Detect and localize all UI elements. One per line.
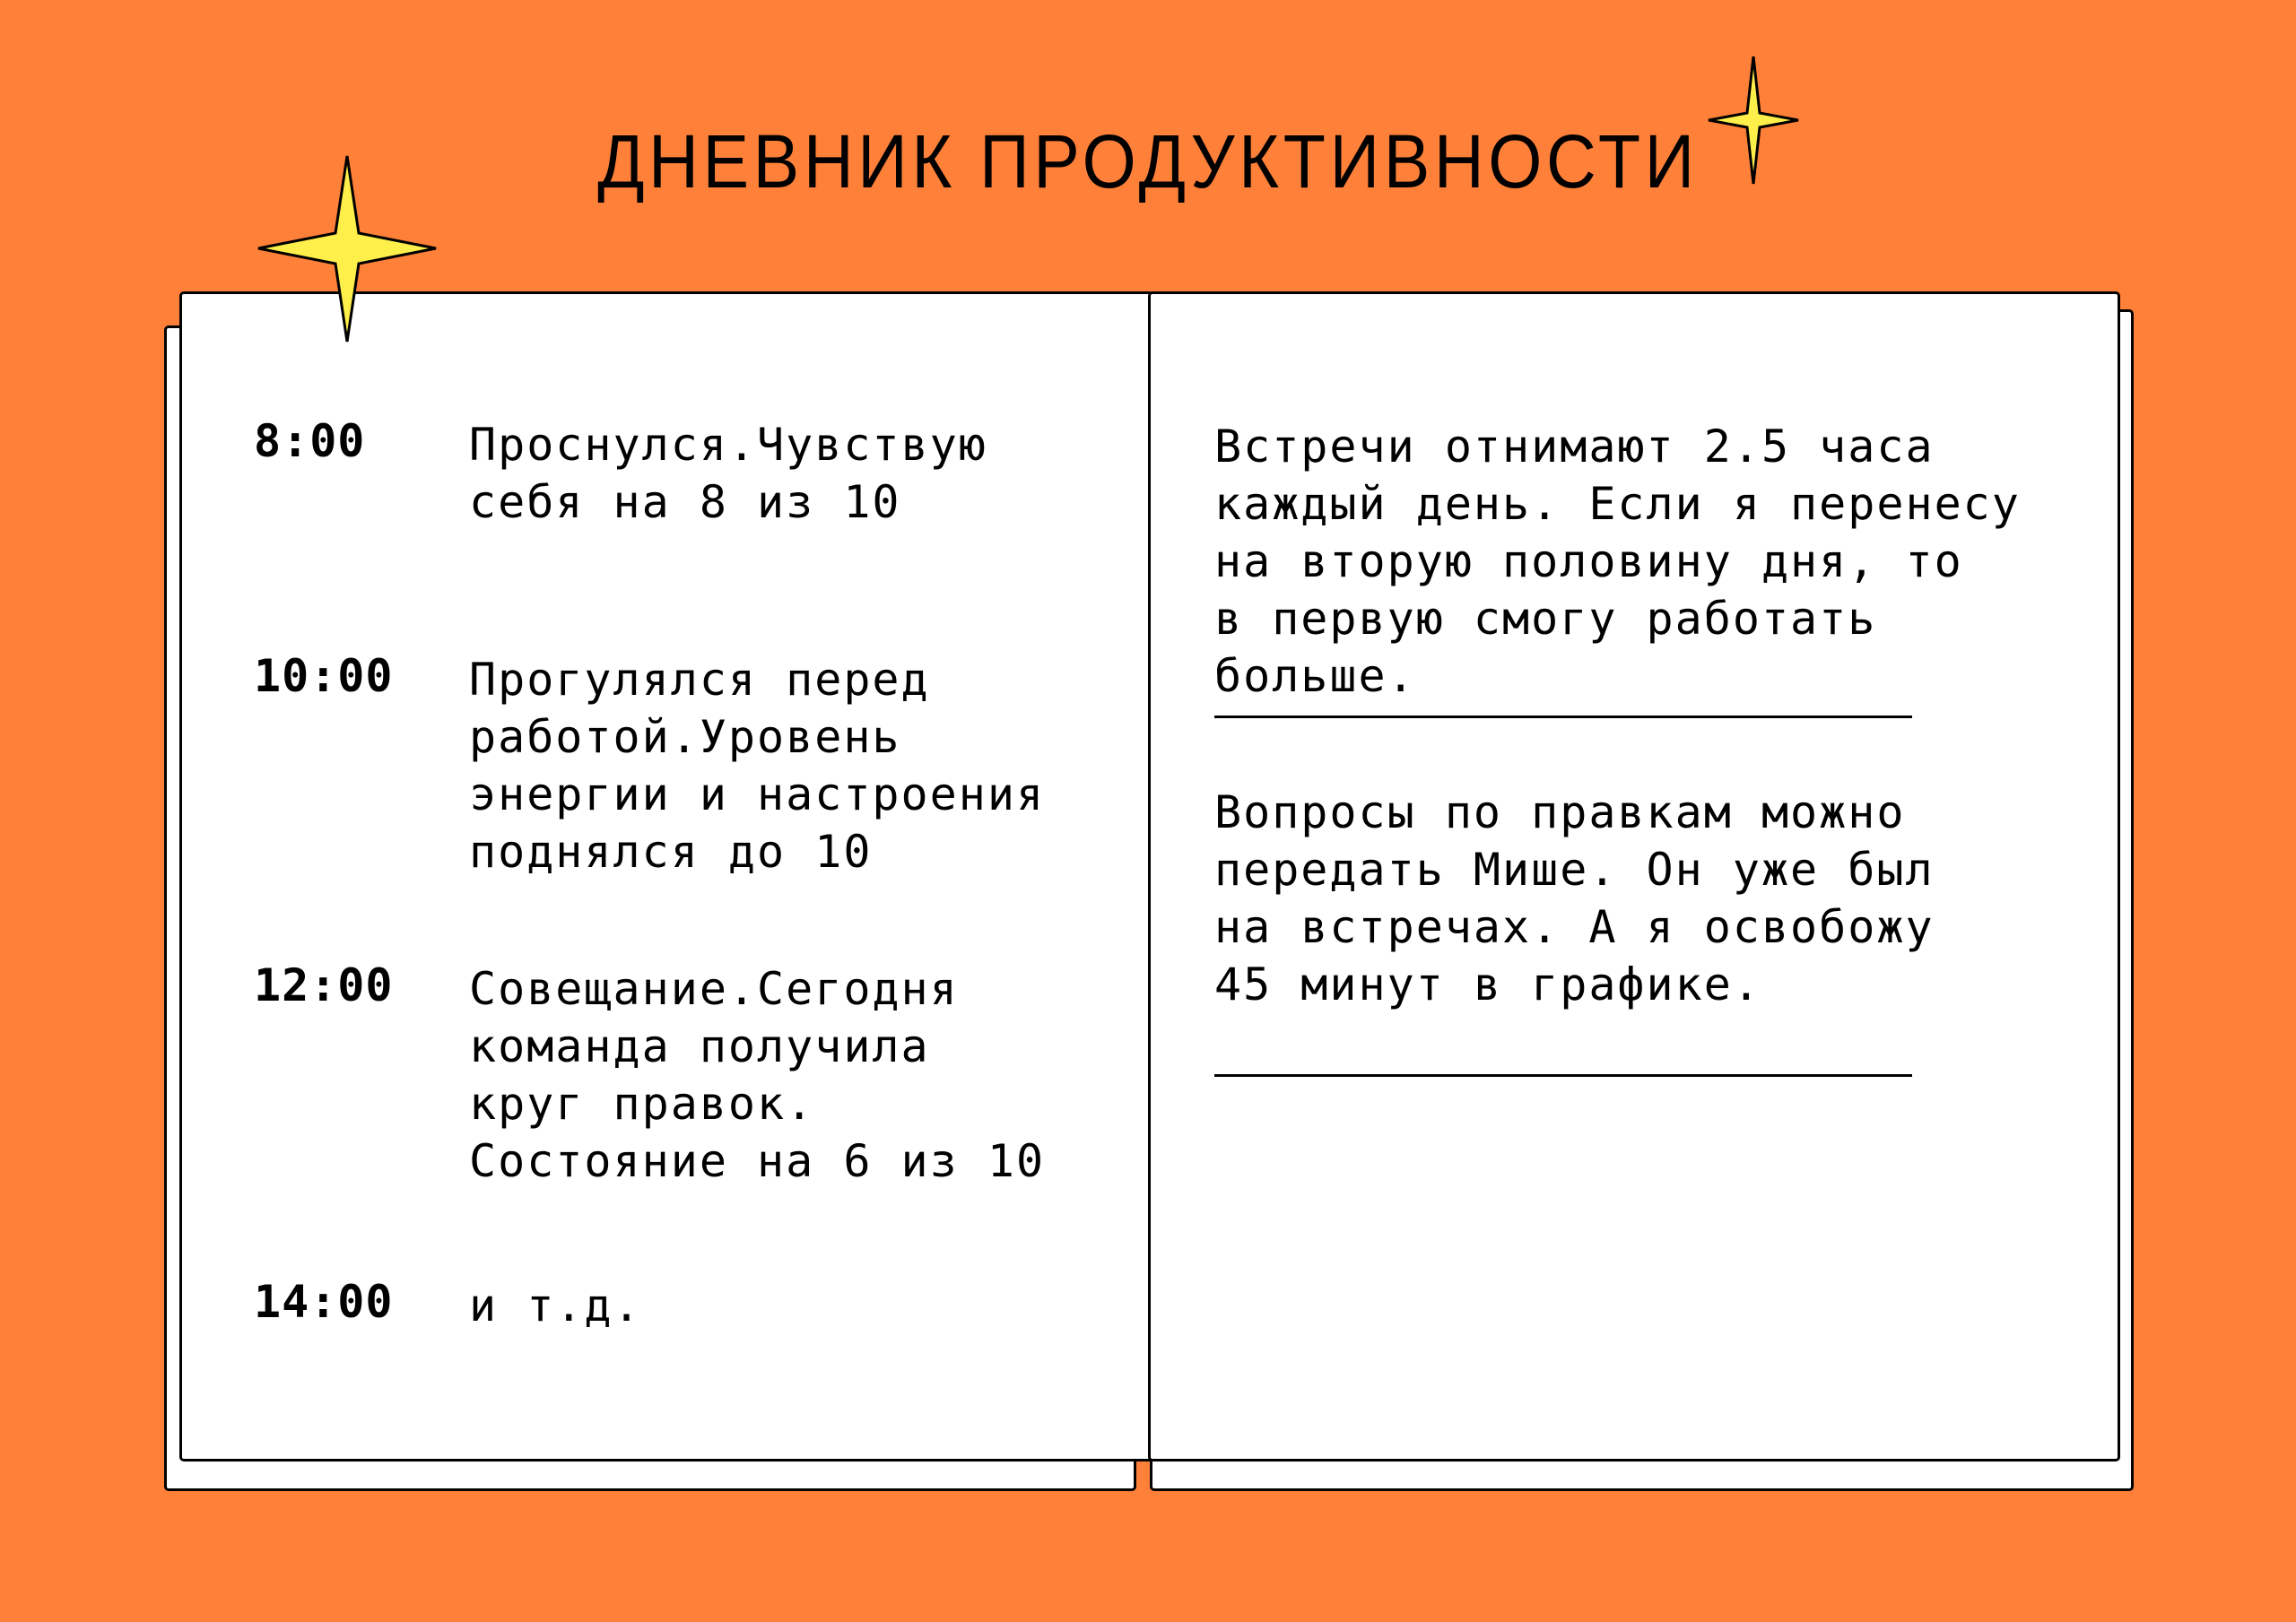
entry-text: и т.д. [469,1279,642,1331]
entry-time: 14:00 [254,1276,394,1328]
entry-time: 8:00 [254,415,366,467]
schedule-list [254,412,1115,1399]
note-text: Вопросы по правкам можно передать Мише. Он уже был на встречах. А я освобожу 45 минут в графике. [1214,786,1935,1010]
entry-time: 12:00 [254,959,394,1011]
sparkle-star-icon-large [253,152,441,345]
note-divider [1214,716,1912,718]
entry-text: Проснулся.Чувствую себя на 8 из 10 [469,419,987,528]
note-divider [1214,1074,1912,1077]
page-title: ДНЕВНИК ПРОДУКТИВНОСТИ [597,119,1699,204]
entry-text: Совещание.Сегодня команда получила круг правок. Состояние на 6 из 10 [469,963,1046,1187]
sparkle-star-icon-small [1706,54,1801,186]
entry-time: 10:00 [254,650,394,702]
entry-text: Прогулялся перед работой.Уровень энергии и настроения поднялся до 10 [469,654,1046,878]
notes-list [1214,418,2102,1404]
note-text: Встречи отнимают 2.5 часа каждый день. Если я перенесу на вторую половину дня, то в первую смогу работать больше. [1214,421,2021,702]
